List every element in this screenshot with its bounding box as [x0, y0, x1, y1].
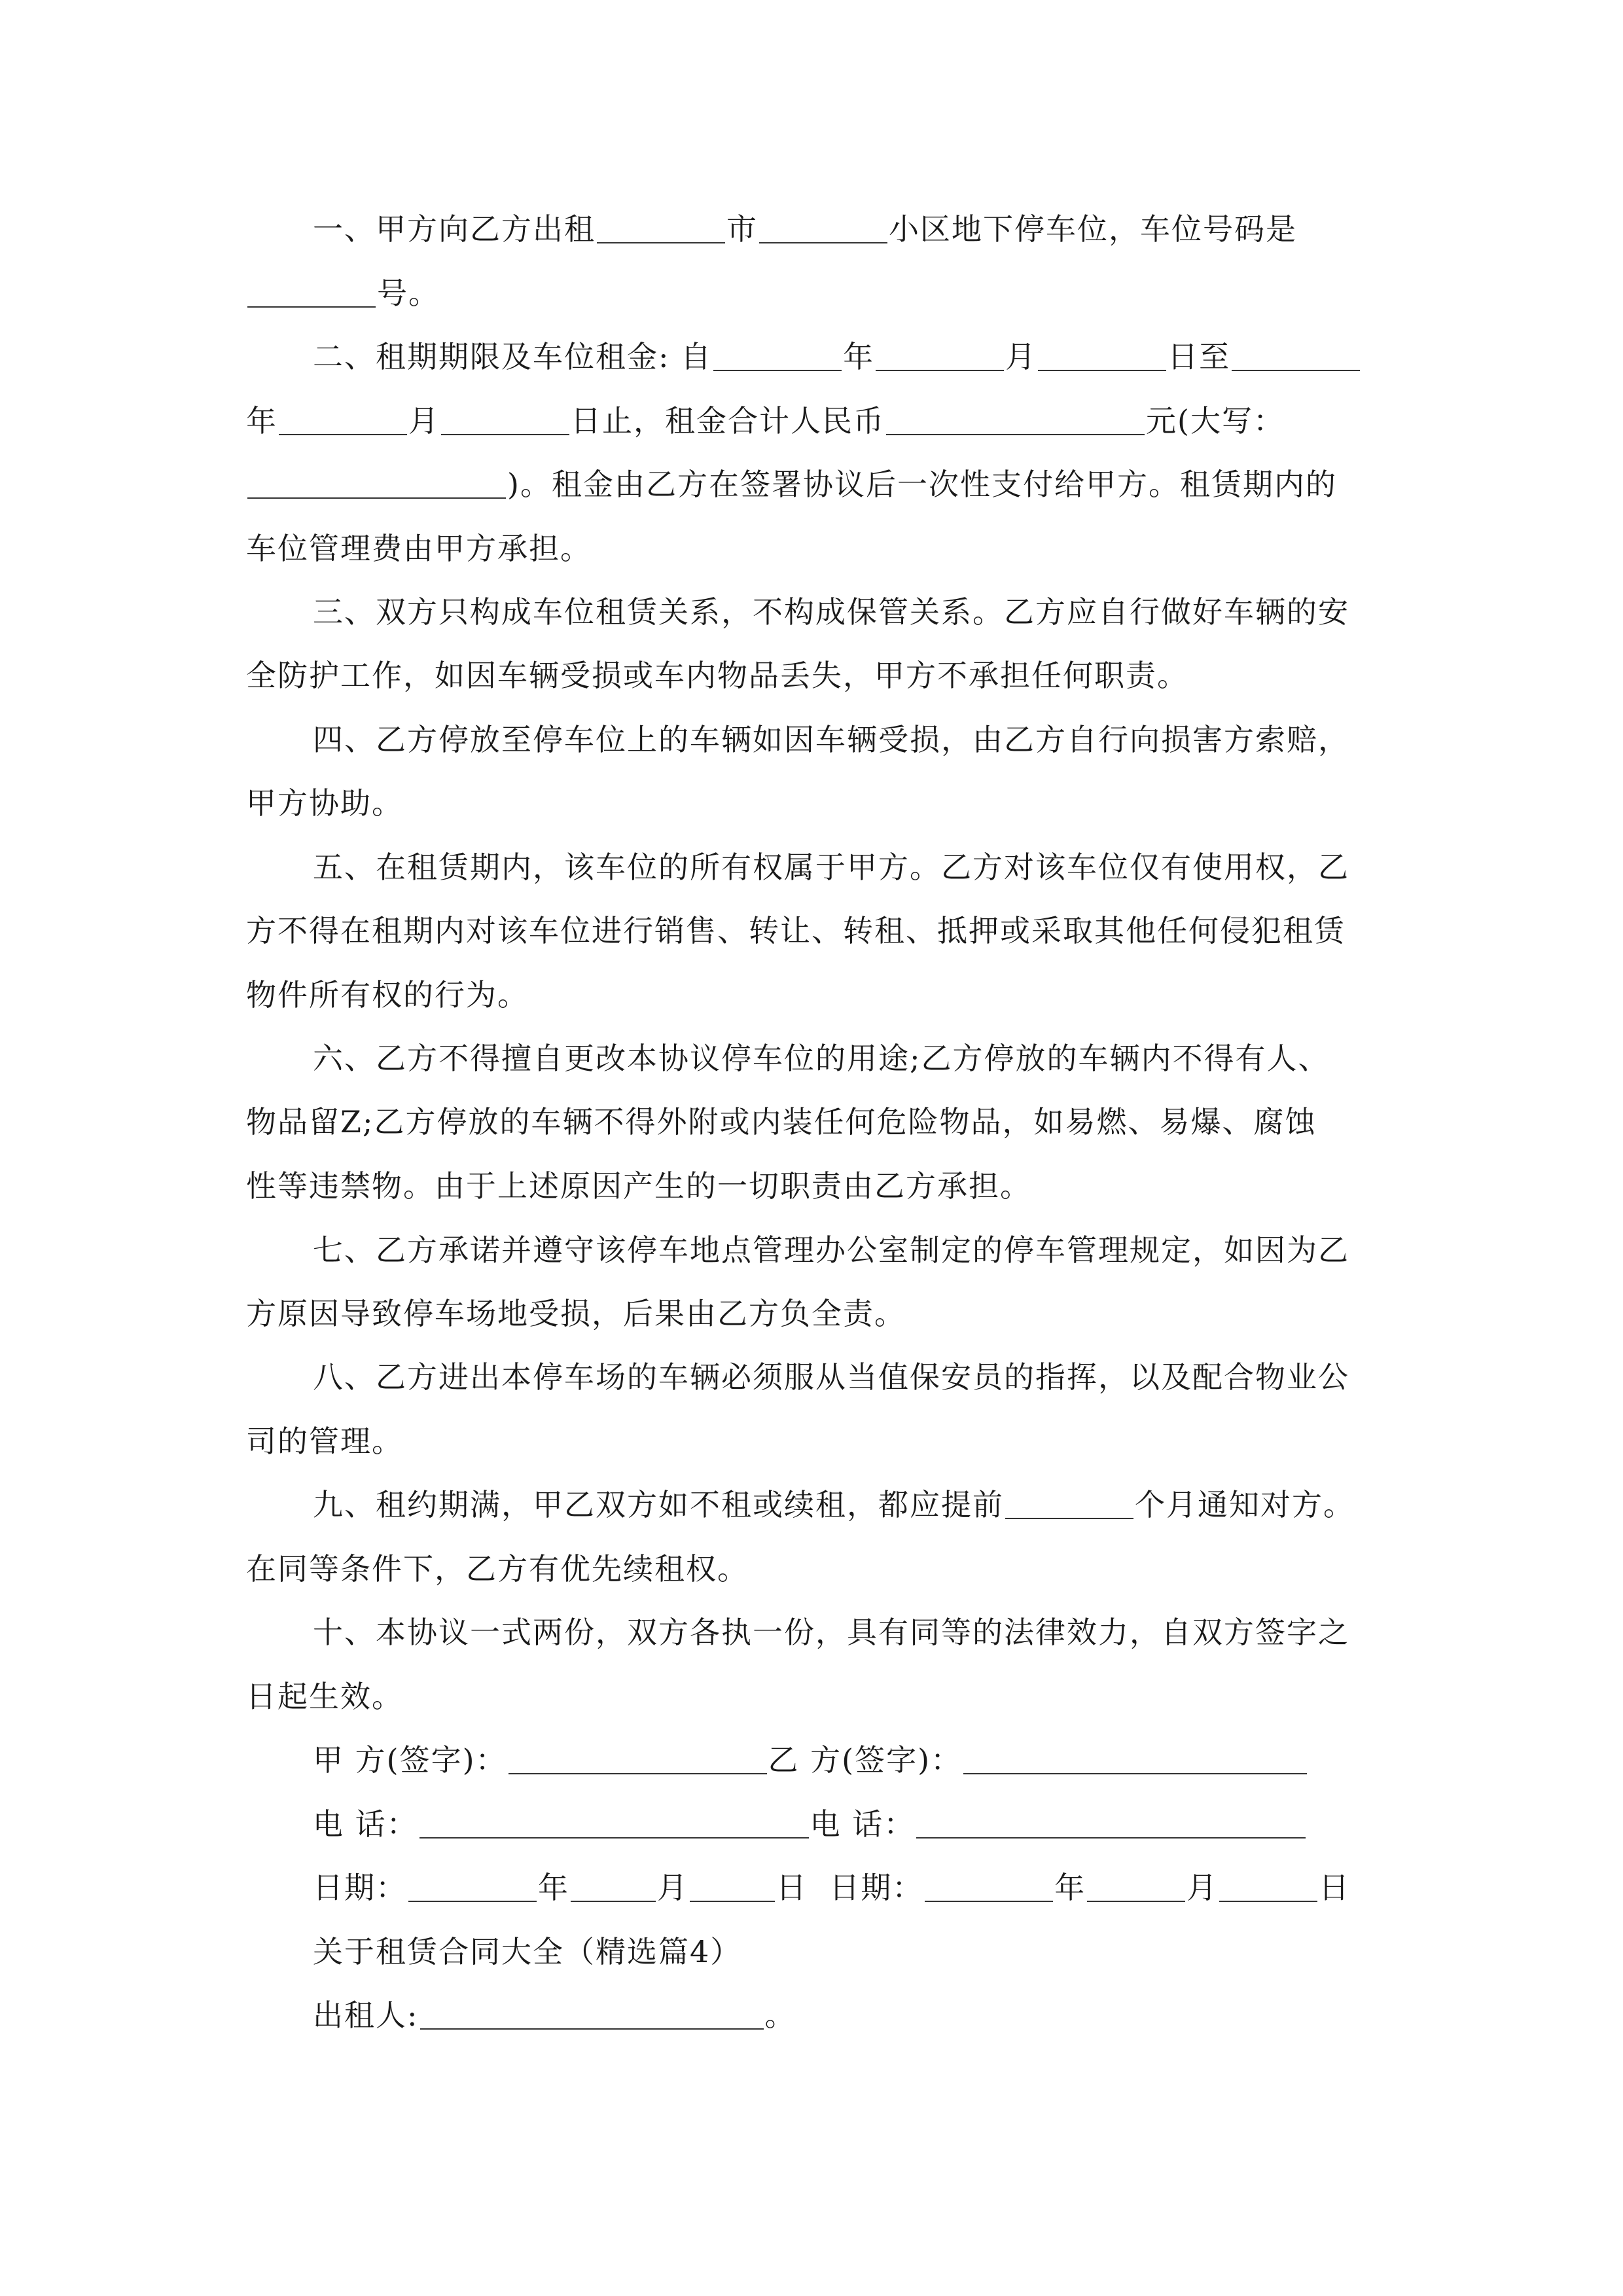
clause-text: 甲方协助。 — [246, 785, 403, 821]
blank-field[interactable] — [759, 212, 887, 243]
clause-5-line-2 — [246, 911, 1346, 950]
clause-text: 日止，租金合计人民币 — [571, 403, 885, 439]
clause-4-line-2 — [246, 783, 403, 823]
lessor-end: 。 — [764, 1998, 796, 2033]
clause-text: 十、本协议一式两份，双方各执一份，具有同等的法律效力，自双方签字之 — [313, 1615, 1349, 1650]
blank-field[interactable] — [925, 1871, 1053, 1902]
year-label: 年 — [1054, 1870, 1086, 1905]
date-row — [313, 1868, 1350, 1907]
day-label: 日 — [1319, 1870, 1351, 1905]
clause-3-line-2 — [246, 656, 1188, 695]
blank-field[interactable] — [1087, 1871, 1185, 1902]
clause-text: 方不得在租期内对该车位进行销售、转让、转租、抵押或采取其他任何侵犯租赁 — [246, 913, 1346, 948]
blank-field[interactable] — [441, 404, 569, 435]
clause-text: 九、租约期满，甲乙双方如不租或续租，都应提前 — [313, 1487, 1004, 1522]
party-b-signature-field[interactable] — [963, 1743, 1307, 1774]
clause-text: 四、乙方停放至停车位上的车辆如因车辆受损，由乙方自行向损害方索赔， — [313, 722, 1349, 757]
clause-10-line-1 — [313, 1613, 1349, 1652]
blank-field[interactable] — [713, 340, 842, 371]
clause-text: 全防护工作，如因车辆受损或车内物品丢失，甲方不承担任何职责。 — [246, 658, 1188, 693]
clause-text: 号。 — [377, 276, 440, 311]
blank-field[interactable] — [408, 1871, 537, 1902]
clause-8-line-1 — [313, 1357, 1349, 1397]
clause-text: 五、在租赁期内，该车位的所有权属于甲方。乙方对该车位仅有使用权，乙 — [313, 850, 1349, 885]
clause-text: 月 — [408, 403, 440, 439]
clause-7-line-2 — [246, 1294, 906, 1333]
blank-field[interactable] — [1219, 1871, 1317, 1902]
party-b-phone-field[interactable] — [916, 1807, 1306, 1839]
clause-9-line-1 — [313, 1485, 1355, 1524]
clause-1-line-1 — [313, 209, 1297, 249]
clause-text: 元(大写： — [1146, 403, 1285, 439]
blank-field[interactable] — [690, 1871, 775, 1902]
clause-text: 日至 — [1168, 339, 1231, 374]
clause-5-line-3 — [246, 975, 529, 1014]
clause-2-line-2 — [246, 401, 1285, 440]
clause-text: 三、双方只构成车位租赁关系，不构成保管关系。乙方应自行做好车辆的安 — [313, 594, 1349, 630]
clause-6-line-2 — [246, 1102, 1316, 1141]
clause-10-line-2 — [246, 1677, 403, 1716]
party-b-phone-label: 电 话： — [810, 1806, 916, 1842]
clause-6-line-1 — [313, 1039, 1330, 1078]
clause-text: 六、乙方不得擅自更改本协议停车位的用途;乙方停放的车辆内不得有人、 — [313, 1041, 1330, 1076]
clause-text: 方原因导致停车场地受损，后果由乙方负全责。 — [246, 1296, 906, 1331]
party-b-signature-label: 乙 方(签字)： — [768, 1742, 963, 1778]
blank-field[interactable] — [876, 340, 1004, 371]
clause-text: 司的管理。 — [246, 1424, 403, 1459]
blank-field[interactable] — [1005, 1488, 1133, 1519]
clause-2-line-3 — [246, 465, 1337, 504]
blank-field[interactable] — [1038, 340, 1166, 371]
clause-4-line-1 — [313, 720, 1349, 759]
phone-row — [313, 1804, 1307, 1844]
party-a-date-label: 日期： — [313, 1870, 407, 1905]
clause-6-line-3 — [246, 1166, 1031, 1206]
blank-field[interactable] — [886, 404, 1145, 435]
clause-text: 年 — [246, 403, 277, 439]
clause-7-line-1 — [313, 1230, 1349, 1270]
clause-text: 年 — [843, 339, 875, 374]
clause-text: 性等违禁物。由于上述原因产生的一切职责由乙方承担。 — [246, 1168, 1031, 1204]
section-title-text: 关于租赁合同大全（精选篇4） — [313, 1934, 742, 1969]
blank-field[interactable] — [247, 276, 376, 308]
clause-text: 物品留Z;乙方停放的车辆不得外附或内装任何危险物品，如易燃、易爆、腐蚀 — [246, 1104, 1317, 1139]
clause-text: 车位管理费由甲方承担。 — [246, 531, 592, 566]
party-b-date-label: 日期： — [829, 1870, 924, 1905]
lessor-field[interactable] — [420, 1998, 764, 2030]
clause-text: )。租金由乙方在签署协议后一次性支付给甲方。租赁期内的 — [507, 467, 1337, 502]
clause-3-line-1 — [313, 592, 1349, 632]
blank-field[interactable] — [279, 404, 407, 435]
lessor-label: 出租人: — [313, 1998, 419, 2033]
blank-field[interactable] — [1232, 340, 1360, 371]
clause-text: 市 — [726, 211, 758, 247]
section-title — [313, 1932, 741, 1971]
clause-9-line-2 — [246, 1549, 749, 1588]
clause-2-line-4 — [246, 529, 592, 568]
year-label: 年 — [538, 1870, 569, 1905]
clause-2-line-1 — [313, 337, 1361, 376]
month-label: 月 — [657, 1870, 688, 1905]
clause-text: 物件所有权的行为。 — [246, 977, 529, 1013]
party-a-signature-field[interactable] — [508, 1743, 767, 1774]
clause-1-line-2 — [246, 274, 440, 313]
signature-row — [313, 1740, 1308, 1780]
clause-text: 月 — [1005, 339, 1037, 374]
party-a-phone-label: 电 话： — [313, 1806, 418, 1842]
clause-text: 八、乙方进出本停车场的车辆必须服从当值保安员的指挥，以及配合物业公 — [313, 1359, 1349, 1395]
lessor-row — [313, 1996, 796, 2035]
blank-field[interactable] — [597, 212, 725, 243]
clause-text: 个月通知对方。 — [1135, 1487, 1355, 1522]
clause-text: 日起生效。 — [246, 1679, 403, 1714]
clause-text: 二、租期期限及车位租金: 自 — [313, 339, 713, 374]
clause-8-line-2 — [246, 1422, 403, 1461]
month-label: 月 — [1186, 1870, 1219, 1905]
clause-5-line-1 — [313, 848, 1349, 887]
clause-text: 在同等条件下，乙方有优先续租权。 — [246, 1551, 749, 1587]
blank-field[interactable] — [571, 1871, 656, 1902]
clause-text: 七、乙方承诺并遵守该停车地点管理办公室制定的停车管理规定，如因为乙 — [313, 1232, 1349, 1268]
blank-field[interactable] — [247, 467, 506, 499]
party-a-signature-label: 甲 方(签字)： — [313, 1742, 507, 1778]
clause-text: 小区地下停车位，车位号码是 — [889, 211, 1297, 247]
day-label: 日 — [776, 1870, 808, 1905]
party-a-phone-field[interactable] — [419, 1807, 809, 1839]
clause-text: 一、甲方向乙方出租 — [313, 211, 596, 247]
